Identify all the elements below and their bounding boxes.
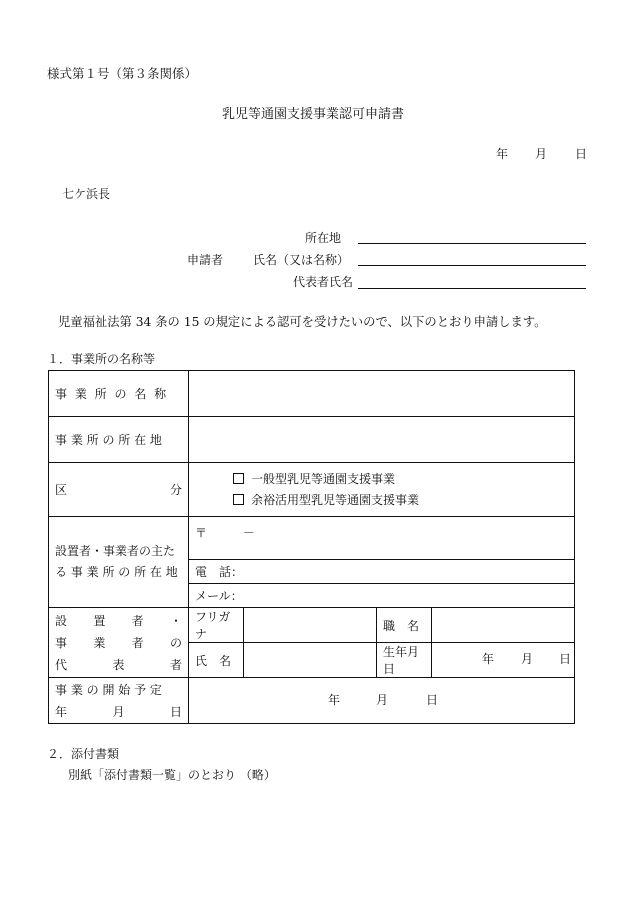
facility-address-label: 事 業 所 の 所 在 地 — [49, 417, 189, 463]
start-date-label: 事 業 の 開 始 予 定 年 月 日 — [49, 678, 189, 724]
document-title: 乳児等通園支援事業認可申請書 — [222, 107, 405, 122]
name-label: 氏 名 — [189, 643, 244, 678]
category-label-2: 分 — [169, 483, 182, 497]
addressee: 七ケ浜長 — [62, 187, 111, 201]
form-number: 様式第１号（第３条関係） — [47, 66, 198, 81]
furigana-field[interactable] — [244, 608, 377, 643]
position-field[interactable] — [432, 608, 575, 643]
phone-field[interactable]: 電 話： — [189, 560, 575, 584]
facility-table — [48, 370, 575, 724]
applicant-name-label: 氏名（又は名称） — [253, 253, 350, 267]
facility-name-row — [49, 371, 575, 417]
founder-address-label: 設置者・事業者の主た る 事 業 所 の 所 在 地 — [49, 517, 189, 608]
start-day: 日 — [426, 692, 439, 707]
name-field[interactable] — [244, 643, 377, 678]
applicant-name-underline — [358, 265, 586, 266]
category-options — [189, 463, 575, 517]
start-year: 年 — [328, 692, 341, 707]
birth-day: 日 — [559, 652, 572, 666]
checkbox-icon[interactable] — [233, 473, 244, 484]
position-label: 職 名 — [377, 608, 432, 643]
section1-heading: １．事業所の名称等 — [47, 352, 156, 366]
facility-address-row — [49, 417, 575, 463]
start-date-field[interactable] — [189, 678, 575, 724]
category-option-surplus[interactable]: 余裕活用型乳児等通園支援事業 — [233, 490, 568, 511]
date-month: 月 — [535, 147, 548, 161]
furigana-label: フリガナ — [189, 608, 244, 643]
rep-label: 設 置 者 ・ 事 業 者 の 代 表 者 — [49, 608, 189, 678]
birth-year: 年 — [482, 652, 495, 666]
body-text: 児童福祉法第 34 条の 15 の規定による認可を受けたいので、以下のとおり申請します。 — [58, 315, 547, 329]
section2-text: 別紙「添付書類一覧」のとおり （略） — [68, 768, 276, 782]
checkbox-icon[interactable] — [233, 494, 244, 505]
section2-heading: ２．添付書類 — [47, 747, 120, 761]
rep-furigana-row — [49, 608, 575, 643]
category-label-1: 区 — [55, 483, 68, 497]
applicant-address-label: 所在地 — [305, 231, 342, 245]
facility-name-field[interactable] — [189, 371, 575, 417]
category-option-general[interactable]: 一般型乳児等通園支援事業 — [233, 469, 568, 490]
birthdate-field[interactable] — [432, 643, 575, 678]
email-field[interactable]: メール： — [189, 584, 575, 608]
birth-month: 月 — [521, 652, 534, 666]
start-month: 月 — [376, 692, 389, 707]
facility-address-field[interactable] — [189, 417, 575, 463]
birthdate-label: 生年月日 — [377, 643, 432, 678]
applicant-rep-underline — [358, 288, 586, 289]
founder-postal-row — [49, 517, 575, 560]
facility-name-label: 事 業 所 の 名 称 — [49, 371, 189, 417]
applicant-rep-label: 代表者氏名 — [293, 275, 354, 289]
applicant-address-underline — [358, 243, 586, 244]
postal-field[interactable]: 〒 － — [189, 517, 575, 560]
category-row — [49, 463, 575, 517]
category-label — [49, 463, 189, 517]
applicant-label: 申請者 — [187, 253, 224, 267]
date-day: 日 — [575, 147, 588, 161]
start-date-row — [49, 678, 575, 724]
date-year: 年 — [496, 147, 509, 161]
